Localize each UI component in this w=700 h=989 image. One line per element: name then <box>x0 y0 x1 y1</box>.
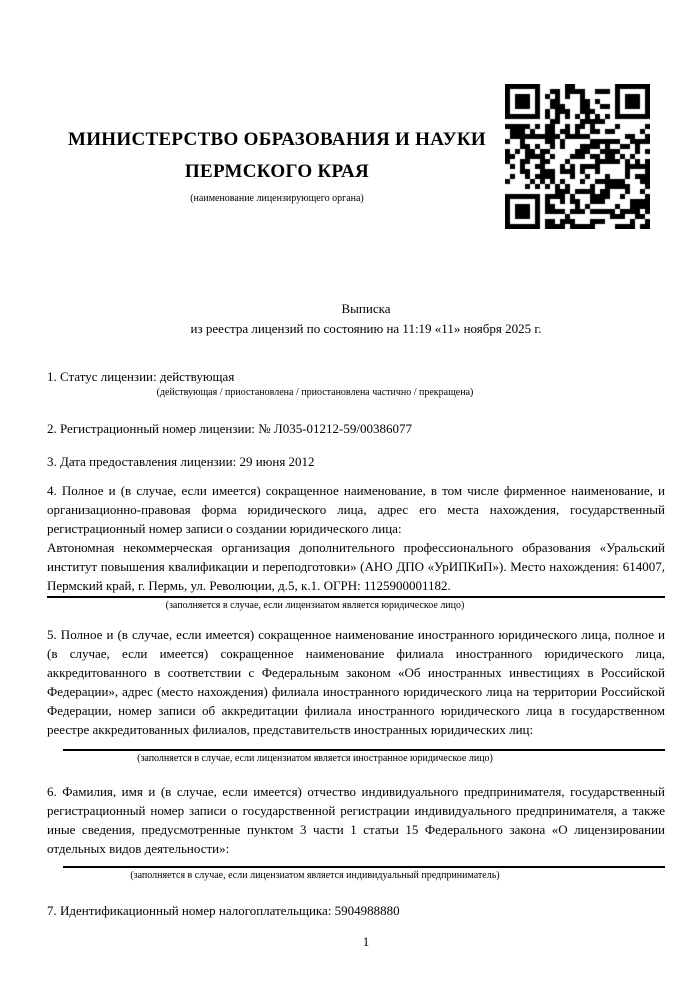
item-legal-entity-caption: (заполняется в случае, если лицензиатом является юридическое лицо) <box>165 600 465 611</box>
document-title-line1: Выписка <box>341 301 391 316</box>
item-license-status: 1. Статус лицензии: действующая <box>47 369 235 384</box>
page-number: 1 <box>362 934 370 949</box>
ministry-name-line1: МИНИСТЕРСТВО ОБРАЗОВАНИЯ И НАУКИ <box>67 129 487 150</box>
item-foreign-entity-caption: (заполняется в случае, если лицензиатом является иностранное юридическое лицо) <box>137 753 493 764</box>
licensing-authority-header <box>47 0 507 205</box>
item-grant-date: 3. Дата предоставления лицензии: 29 июня 2012 <box>47 454 315 469</box>
ministry-name-line2: ПЕРМСКОГО КРАЯ <box>184 161 370 182</box>
item-taxpayer-id: 7. Идентификационный номер налогоплательщика: 5904988880 <box>47 903 400 918</box>
item-license-status-caption: (действующая / приостановлена / приостановлена частично / прекращена) <box>156 387 474 398</box>
qr-code-icon <box>505 84 650 229</box>
item-individual-entrepreneur-caption: (заполняется в случае, если лицензиатом является индивидуальный предприниматель) <box>130 870 500 881</box>
item-legal-entity-label: 4. Полное и (в случае, если имеется) сокращенное наименование, в том числе фирменное наименование, и организационно-правовая форма юридического лица, адрес его места нахождения, государственный регистрационный номер записи о создании юридического лица: <box>47 483 665 536</box>
item-foreign-entity-value-field <box>63 739 665 751</box>
item-individual-entrepreneur-label: 6. Фамилия, имя и (в случае, если имеется) отчество индивидуального предпринимателя, государственный регистрационный номер записи о государственной регистрации индивидуального предпринимателя, а также иные сведения, предусмотренные пунктом 3 части 1 статьи 15 Федерального закона «О лицензировании отдельных видов деятельности»: <box>47 784 665 856</box>
item-legal-entity-value: Автономная некоммерческая организация дополнительного профессионального образования «Уральский институт повышения квалификации и переподготовки» (АНО ДПО «УрИПКиП»). Место нахождения: 614007, Пермский край, г. Пермь, ул. Революции, д.5, к.1. ОГРН: 1125900001182. <box>47 538 665 598</box>
qr-code-canvas <box>505 84 650 229</box>
licensing-authority-caption: (наименование лицензирующего органа) <box>190 193 364 204</box>
item-individual-entrepreneur-value-field <box>63 858 665 868</box>
item-registration-number: 2. Регистрационный номер лицензии: № Л035-01212-59/00386077 <box>47 421 413 436</box>
document-title <box>47 299 665 339</box>
document-title-line2: из реестра лицензий по состоянию на 11:19 «11» ноября 2025 г. <box>190 321 542 336</box>
item-foreign-entity-label: 5. Полное и (в случае, если имеется) сокращенное наименование иностранного юридического лица, полное и (в случае, если имеется) сокращенное наименование филиала иностранного юридического лица, аккредитованного в соответствии с Федеральным законом «Об иностранных инвестициях в Российской Федерации», адрес (место нахождения) филиала иностранного юридического лица на территории Российской Федерации, номер записи об аккредитации филиала иностранного юридического лица в государственном реестре аккредитованных филиалов, представительств иностранных юридических лиц: <box>47 627 665 737</box>
